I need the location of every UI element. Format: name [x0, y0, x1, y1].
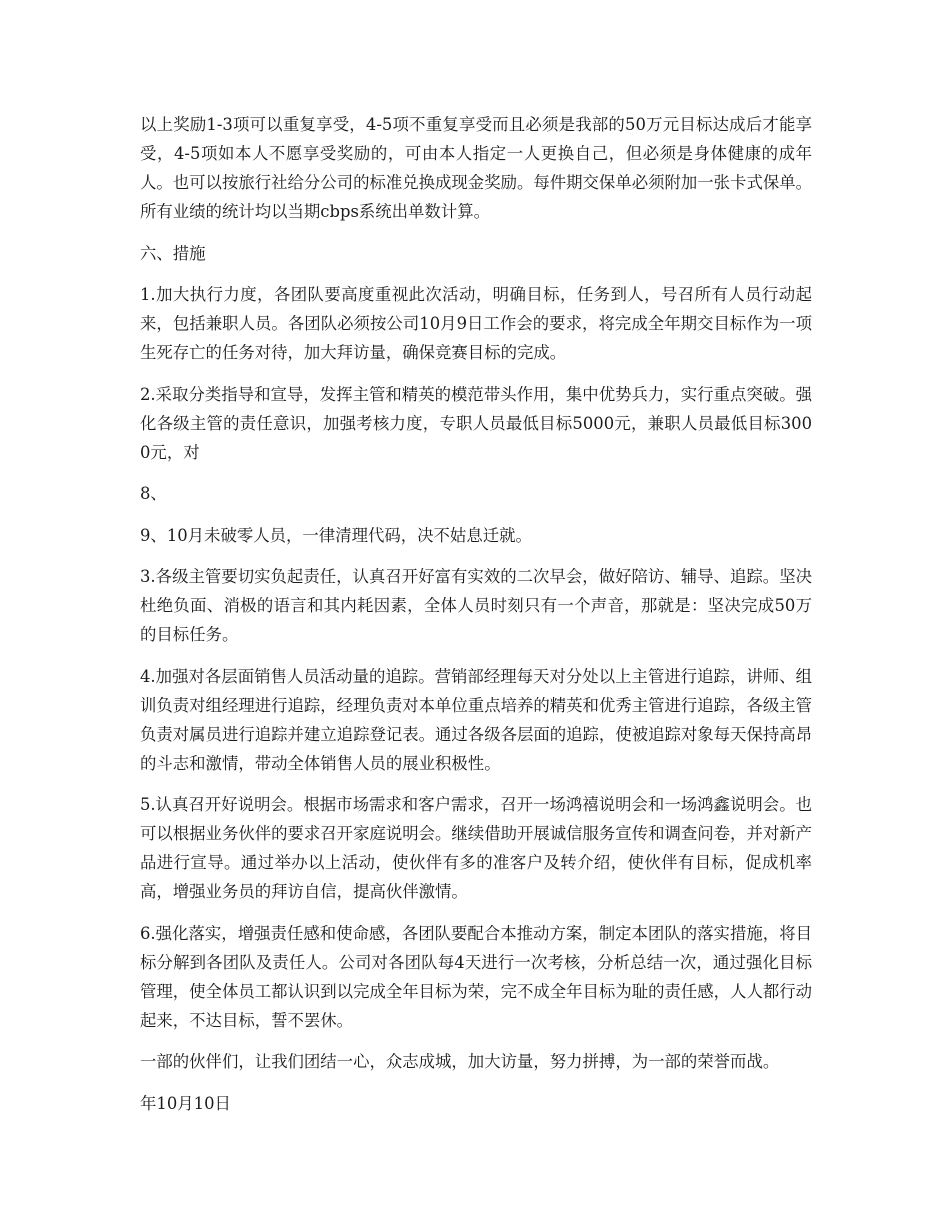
- paragraph-measure-3: 3.各级主管要切实负起责任，认真召开好富有实效的二次早会，做好陪访、辅导、追踪。坚决杜绝负面、消极的语言和其内耗因素，全体人员时刻只有一个声音，那就是：坚决完成50万的目标任务。: [140, 567, 812, 644]
- paragraph-measure-6: 6.强化落实，增强责任感和使命感，各团队要配合本推动方案，制定本团队的落实措施，将目标分解到各团队及责任人。公司对各团队每4天进行一次考核，分析总结一次，通过强化目标管理，使全体员工都认识到以完成全年目标为荣，完不成全年目标为耻的责任感，人人都行动起来，不达目标，誓不罢休。: [140, 923, 813, 1030]
- document-body: [140, 110, 812, 1130]
- document-date: 年10月10日: [140, 1093, 231, 1113]
- paragraph-measure-5: 5.认真召开好说明会。根据市场需求和客户需求，召开一场鸿禧说明会和一场鸿鑫说明会。也可以根据业务伙伴的要求召开家庭说明会。继续借助开展诚信服务宣传和调查问卷，并对新产品进行宣导。通过举办以上活动，使伙伴有多的准客户及转介绍，使伙伴有目标，促成机率高，增强业务员的拜访自信，提高伙伴激情。: [140, 795, 813, 901]
- paragraph-rewards-terms: 以上奖励1-3项可以重复享受，4-5项不重复享受而且必须是我部的50万元目标达成后才能享受，4-5项如本人不愿享受奖励的，可由本人指定一人更换自己，但必须是身体健康的成年人。也可以按旅行社给分公司的标准兑换成现金奖励。每件期交保单必须附加一张卡式保单。所有业绩的统计均以当期cbps系统出单数计算。: [140, 115, 813, 221]
- paragraph-measure-4: 4.加强对各层面销售人员活动量的追踪。营销部经理每天对分处以上主管进行追踪，讲师、组训负责对组经理进行追踪，经理负责对本单位重点培养的精英和优秀主管进行追踪，各级主管负责对属员进行追踪并建立追踪登记表。通过各级各层面的追踪，使被追踪对象每天保持高昂的斗志和激情，带动全体销售人员的展业积极性。: [140, 666, 813, 773]
- paragraph-measure-2: 2.采取分类指导和宣导，发挥主管和精英的模范带头作用，集中优势兵力，实行重点突破。强化各级主管的责任意识，加强考核力度，专职人员最低目标5000元，兼职人员最低目标3000元，对: [140, 384, 812, 462]
- paragraph-closing-call: 一部的伙伴们，让我们团结一心，众志成城，加大访量，努力拼搏，为一部的荣誉而战。: [140, 1052, 780, 1071]
- paragraph-measure-1: 1.加大执行力度，各团队要高度重视此次活动，明确目标，任务到人，号召所有人员行动起来，包括兼职人员。各团队必须按公司10月9日工作会的要求，将完成全年期交目标作为一项生死存亡的任务对待，加大拜访量，确保竞赛目标的完成。: [140, 285, 812, 362]
- paragraph-item-8: 8、: [140, 484, 167, 503]
- section-heading-measures: 六、措施: [140, 243, 206, 263]
- paragraph-item-9: 9、10月未破零人员，一律清理代码，决不姑息迁就。: [140, 525, 532, 545]
